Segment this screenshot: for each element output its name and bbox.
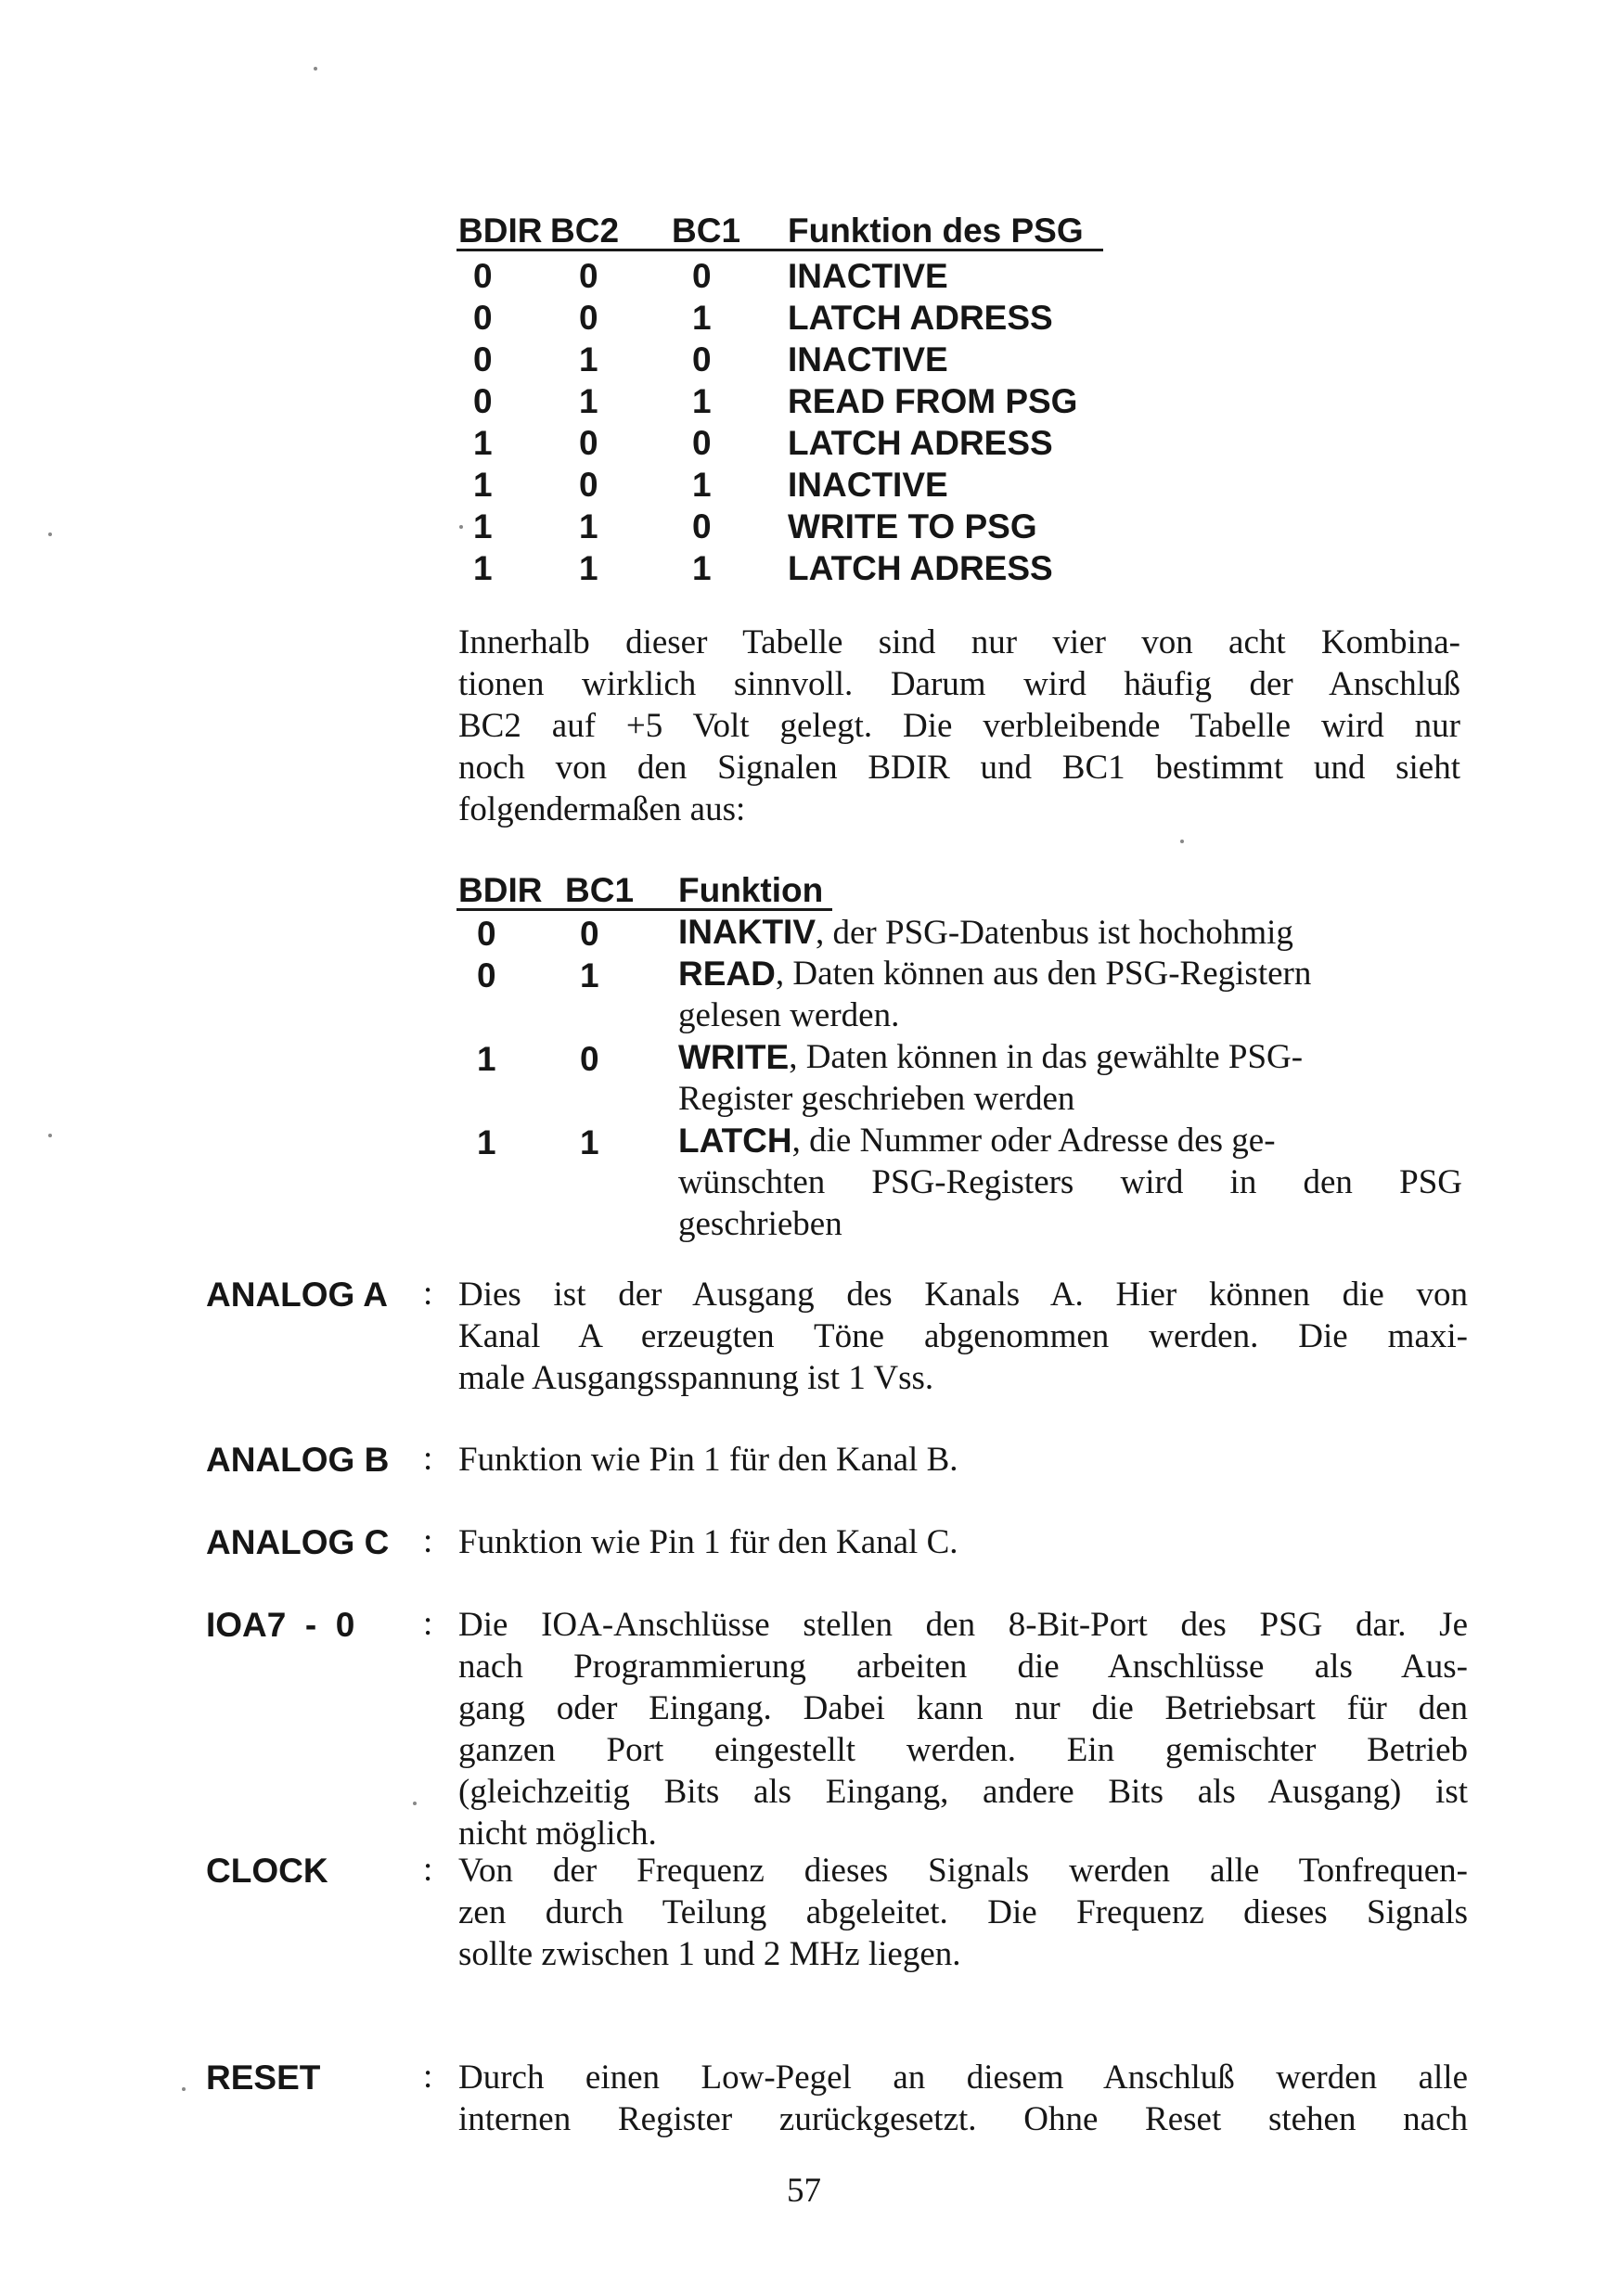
paragraph-line: noch von den Signalen BDIR und BC1 bestimmt und sieht <box>458 749 1460 787</box>
function-cell: READ FROM PSG <box>788 382 1078 420</box>
header-bc2: BC2 <box>550 212 620 250</box>
pin-name: CLOCK <box>206 1852 328 1890</box>
scan-speck <box>413 1802 417 1805</box>
bc1-cell: 1 <box>692 549 712 587</box>
description-line: (gleichzeitig Bits als Eingang, andere Bits als Ausgang) ist <box>458 1773 1468 1811</box>
function-description <box>678 1036 1462 1120</box>
pin-separator: : <box>423 1522 433 1560</box>
pin-separator: : <box>423 1440 433 1478</box>
bdir-cell: 0 <box>477 915 496 953</box>
description-line: Kanal A erzeugten Töne abgenommen werden. Die maxi- <box>458 1317 1468 1355</box>
pin-description <box>458 1521 1468 1563</box>
scan-speck <box>48 1134 52 1137</box>
function-cell: INACTIVE <box>788 466 948 504</box>
pin-name: IOA7 - 0 <box>206 1606 355 1644</box>
description-line: zen durch Teilung abgeleitet. Die Frequenz dieses Signals <box>458 1893 1468 1931</box>
description-line: geschrieben <box>678 1205 842 1243</box>
description-line: nicht möglich. <box>458 1815 657 1853</box>
mode-description: , der PSG-Datenbus ist hochohmig <box>816 914 1293 952</box>
table-row <box>456 335 1106 377</box>
table-row <box>456 293 1106 335</box>
bc2-cell: 0 <box>579 466 598 504</box>
pin-name: ANALOG C <box>206 1523 390 1561</box>
mode-description: , Daten können in das gewählte PSG- <box>789 1038 1304 1076</box>
description-line: sollte zwischen 1 und 2 MHz liegen. <box>458 1935 961 1973</box>
function-cell: LATCH ADRESS <box>788 549 1053 587</box>
bc1-cell: 1 <box>692 299 712 337</box>
bc1-cell: 0 <box>692 340 712 378</box>
pin-entry <box>206 1604 1468 1854</box>
description-line: nach Programmierung arbeiten die Anschlüsse als Aus- <box>458 1648 1468 1686</box>
table-row <box>456 418 1106 460</box>
header-bdir: BDIR <box>458 212 543 250</box>
table-row <box>456 544 1106 585</box>
bdir-cell: 0 <box>473 340 493 378</box>
psg-function-table <box>456 206 1106 585</box>
description-line <box>678 1036 1462 1078</box>
paragraph-line: folgendermaßen aus: <box>458 790 746 828</box>
scan-speck <box>48 532 52 536</box>
description-line <box>678 1120 1462 1161</box>
scan-speck <box>182 2087 186 2091</box>
mode-label: INAKTIV <box>678 913 816 951</box>
bc1-cell: 0 <box>692 424 712 462</box>
pin-description <box>458 1850 1468 1975</box>
header-bc1: BC1 <box>672 212 741 250</box>
description-line: gang oder Eingang. Dabei kann nur die Betriebsart für den <box>458 1689 1468 1727</box>
pin-name: RESET <box>206 2059 321 2097</box>
scan-speck <box>459 525 463 529</box>
paragraph-line: BC2 auf +5 Volt gelegt. Die verbleibende Tabelle wird nur <box>458 707 1460 745</box>
table-row <box>456 377 1106 418</box>
bdir-cell: 1 <box>477 1040 496 1078</box>
function-description <box>678 911 1462 953</box>
bdir-cell: 0 <box>473 382 493 420</box>
table-row <box>456 1120 1468 1245</box>
table-header <box>456 206 1103 251</box>
description-line: gelesen werden. <box>678 996 900 1034</box>
bc1-cell: 1 <box>580 1123 599 1161</box>
pin-name: ANALOG A <box>206 1276 388 1314</box>
pin-description <box>458 1439 1468 1481</box>
pin-entry <box>206 1439 1468 1481</box>
table-row <box>456 911 1468 953</box>
bc1-cell: 0 <box>692 257 712 295</box>
bc2-cell: 0 <box>579 424 598 462</box>
bdir-cell: 1 <box>473 424 493 462</box>
function-cell: INACTIVE <box>788 340 948 378</box>
pin-separator: : <box>423 2058 433 2096</box>
description-line: Funktion wie Pin 1 für den Kanal C. <box>458 1523 958 1561</box>
mode-description: , die Nummer oder Adresse des ge- <box>791 1122 1276 1160</box>
function-cell: LATCH ADRESS <box>788 299 1053 337</box>
description-line <box>678 911 1462 953</box>
mode-label: READ <box>678 955 776 993</box>
bdir-cell: 1 <box>473 507 493 545</box>
pin-entry <box>206 1521 1468 1563</box>
pin-separator: : <box>423 1605 433 1643</box>
pin-description <box>458 1604 1468 1854</box>
pin-name: ANALOG B <box>206 1441 390 1479</box>
table-row <box>456 953 1468 1036</box>
bc1-cell: 0 <box>692 507 712 545</box>
pin-entry <box>206 2057 1468 2140</box>
scan-speck <box>1180 840 1184 843</box>
bdir-cell: 1 <box>473 549 493 587</box>
pin-description <box>458 1274 1468 1399</box>
description-line: male Ausgangsspannung ist 1 Vss. <box>458 1359 934 1397</box>
bc1-cell: 1 <box>580 956 599 994</box>
bc1-cell: 1 <box>692 382 712 420</box>
bc2-cell: 0 <box>579 299 598 337</box>
pin-description <box>458 2057 1468 2140</box>
description-line: Durch einen Low-Pegel an diesem Anschluß werden alle <box>458 2059 1468 2097</box>
table-row <box>456 251 1106 293</box>
mode-description: , Daten können aus den PSG-Registern <box>775 955 1312 993</box>
bc1-cell: 0 <box>580 1040 599 1078</box>
bc2-cell: 0 <box>579 257 598 295</box>
bdir-cell: 1 <box>477 1123 496 1161</box>
mode-label: WRITE <box>678 1038 790 1076</box>
description-line <box>678 953 1462 994</box>
bdir-cell: 1 <box>473 466 493 504</box>
page-number: 57 <box>787 2172 821 2210</box>
pin-entry <box>206 1274 1468 1399</box>
paragraph-line: Innerhalb dieser Tabelle sind nur vier von acht Kombina- <box>458 623 1460 661</box>
header-bdir: BDIR <box>458 871 543 909</box>
table-body <box>456 911 1468 1245</box>
bc2-cell: 1 <box>579 340 598 378</box>
description-line: wünschten PSG-Registers wird in den PSG <box>678 1163 1462 1201</box>
description-line: Dies ist der Ausgang des Kanals A. Hier können die von <box>458 1276 1468 1314</box>
bc1-cell: 1 <box>692 466 712 504</box>
pin-entry <box>206 1850 1468 1975</box>
pin-separator: : <box>423 1275 433 1313</box>
description-line: Funktion wie Pin 1 für den Kanal B. <box>458 1441 958 1479</box>
pin-separator: : <box>423 1851 433 1889</box>
function-cell: LATCH ADRESS <box>788 424 1053 462</box>
function-description <box>678 1120 1462 1245</box>
bc2-cell: 1 <box>579 549 598 587</box>
function-description <box>678 953 1462 1036</box>
function-cell: INACTIVE <box>788 257 948 295</box>
scan-speck <box>314 67 317 71</box>
bc2-cell: 1 <box>579 507 598 545</box>
bc2-cell: 1 <box>579 382 598 420</box>
header-function: Funktion des PSG <box>788 212 1084 250</box>
description-line: Von der Frequenz dieses Signals werden alle Tonfrequen- <box>458 1852 1468 1890</box>
description-line: ganzen Port eingestellt werden. Ein gemischter Betrieb <box>458 1731 1468 1769</box>
header-bc1: BC1 <box>565 871 635 909</box>
bdir-cell: 0 <box>473 257 493 295</box>
reduced-function-table <box>456 867 1468 1245</box>
mode-label: LATCH <box>678 1122 792 1160</box>
bdir-cell: 0 <box>473 299 493 337</box>
description-line: internen Register zurückgesetzt. Ohne Reset stehen nach <box>458 2100 1468 2138</box>
table-body <box>456 251 1106 585</box>
table-row <box>456 1036 1468 1120</box>
explanatory-paragraph <box>458 622 1460 830</box>
bdir-cell: 0 <box>477 956 496 994</box>
description-line: Die IOA-Anschlüsse stellen den 8-Bit-Port des PSG dar. Je <box>458 1606 1468 1644</box>
bc1-cell: 0 <box>580 915 599 953</box>
table-row <box>456 460 1106 502</box>
description-line: Register geschrieben werden <box>678 1080 1075 1118</box>
table-header <box>456 867 1468 911</box>
table-row <box>456 502 1106 544</box>
header-function: Funktion <box>678 871 824 909</box>
paragraph-line: tionen wirklich sinnvoll. Darum wird häufig der Anschluß <box>458 665 1460 703</box>
function-cell: WRITE TO PSG <box>788 507 1037 545</box>
